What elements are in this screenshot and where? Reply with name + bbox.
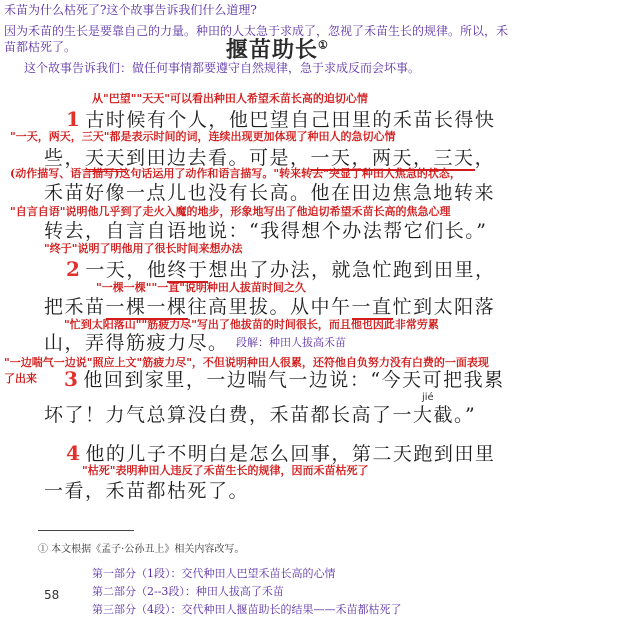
para2-line2-b: 往高里拔。从中午 (187, 296, 352, 318)
para3-number: 3 (64, 367, 80, 391)
para1-line1 (66, 108, 495, 131)
footnote-divider (38, 530, 134, 531)
para1-line4: 转去，自言自语地说：“我得想个办法帮它们长。” (44, 220, 488, 242)
annotation-5: "终于"说明了明他用了很长时间来想办法 (44, 242, 243, 255)
structure-part1: 第一部分（1段）：交代种田人巴望禾苗长高的心情 (92, 567, 336, 580)
para2-underline-yizhi: 一直 (351, 296, 393, 318)
para1-line3: 禾苗好像一点儿也没有长高。他在田边焦急地转来 (44, 182, 496, 204)
structure-part3: 第三部分（4段）：交代种田人揠苗助长的结果——禾苗都枯死了 (92, 603, 402, 616)
annotation-3: (动作描写、语言描写)这句话运用了动作和语言描写。"转来转去"突显了种田人焦急的状态， (10, 167, 461, 180)
para2-number: 2 (66, 257, 82, 281)
segment-note: 段解：种田人拔高禾苗 (236, 336, 346, 349)
para1-underline-days: 一天，两天，三天 (310, 147, 475, 169)
header-answer-line2: 苗都枯死了。 (4, 40, 77, 54)
para3-line1-text: 他回到家里，一边喘气一边说：“今天可把我累 (83, 369, 505, 391)
footnote: ① 本文根据《孟子·公孙丑上》相关内容改写。 (38, 544, 245, 555)
structure-part2: 第二部分（2--3段）：种田人拔高了禾苗 (92, 585, 284, 598)
page-number: 58 (44, 588, 60, 602)
annotation-8a: "一边喘气一边说"照应上文"筋疲力尽"，不但说明种田人很累，还符他自负努力没有白费的一面表现 (4, 356, 489, 369)
annotation-7: "忙到太阳落山""筋疲力尽"写出了他拔苗的时间很长，而且他也因此非常劳累 (64, 318, 439, 331)
title-footnote-mark: ① (318, 38, 329, 52)
para4-line1-text: 他的儿子不明白是怎么回事，第二天跑到田里 (85, 443, 496, 465)
para4-line1 (66, 442, 495, 465)
para2-line1 (66, 258, 495, 281)
annotation-6: "一棵一棵""一直"说明种田人拔苗时间之久 (96, 281, 306, 294)
para1-line2 (44, 147, 495, 169)
annotation-9: "枯死"表明种田人违反了禾苗生长的规律，因而禾苗枯死了 (82, 464, 369, 477)
para2-line2-c: 忙到太阳落 (392, 296, 496, 318)
title-text: 揠苗助长 (226, 37, 319, 63)
para2-line3: 山，弄得筋疲力尽。 (44, 332, 229, 354)
para2-underline-yikeyike: 一棵一棵 (105, 296, 188, 318)
para2-line2 (44, 296, 495, 318)
para3-line2: 坏了！力气总算没白费，禾苗都长高了一大截。” (44, 404, 477, 426)
para4-line2: 一看，禾苗都枯死了。 (44, 480, 250, 502)
para1-line2-a: 些， (44, 147, 86, 169)
header-answer-line1: 因为禾苗的生长是要靠自己的力量。种田的人太急于求成了，忽视了禾苗生长的规律。所以，禾 (4, 24, 509, 38)
para1-number: 1 (66, 107, 82, 131)
page-title (226, 33, 329, 64)
para3-line1 (64, 368, 505, 391)
annotation-8b: 了出来 (4, 372, 37, 385)
annotation-2: "一天，两天，三天"都是表示时间的词，连续出现更加体现了种田人的急切心情 (10, 130, 396, 143)
header-lesson: 这个故事告诉我们：做任何事情都要遵守自然规律，急于求成反而会坏事。 (24, 61, 421, 75)
para2-line2-a: 把禾苗 (44, 296, 106, 318)
para1-line1-text: 古时候有个人，他巴望自己田里的禾苗长得快 (85, 109, 496, 131)
annotation-1: 从"巴望""天天"可以看出种田人希望禾苗长高的迫切心情 (92, 92, 368, 105)
para2-line1-b: 想出了办法，就急忙跑到田里， (208, 259, 496, 281)
annotation-4: "自言自语"说明他几乎到了走火入魔的地步，形象地写出了他迫切希望禾苗长高的焦急心理 (10, 205, 451, 218)
para2-line1-a: 一天，他 (85, 259, 168, 281)
para1-underline-tiantian: 天天 (85, 147, 126, 172)
header-question: 禾苗为什么枯死了?这个故事告诉我们什么道理? (4, 3, 257, 17)
para1-line2-c: ， (474, 147, 496, 169)
pinyin-jie: jié (422, 392, 434, 403)
para1-line2-b: 到田边去看。可是， (126, 147, 311, 169)
para4-number: 4 (66, 441, 82, 465)
para2-underline-zhongyu: 终于 (167, 259, 209, 281)
